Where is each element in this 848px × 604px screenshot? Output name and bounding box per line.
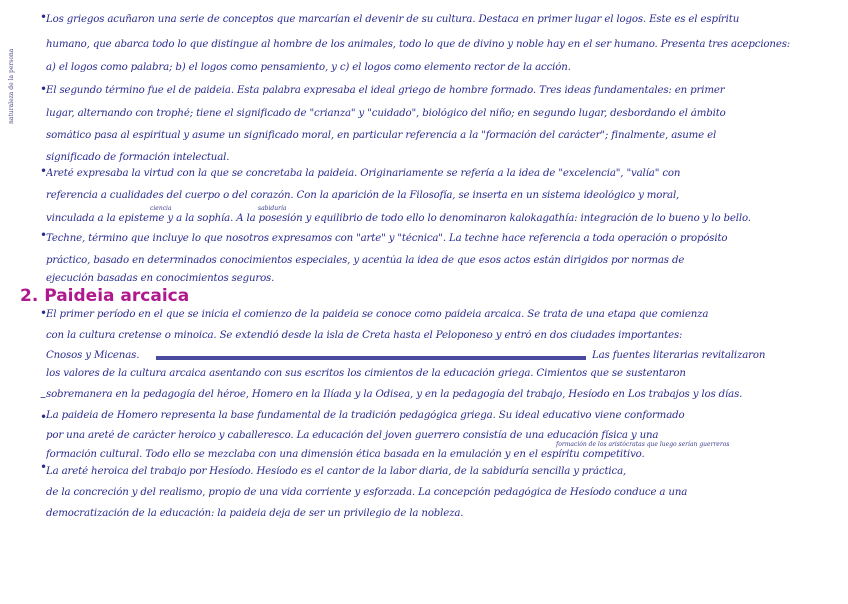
- text-line: Cnosos y Micenas.: [46, 350, 140, 361]
- annotation-aristocratas: formación de los aristócratas que luego serían guerreros: [556, 441, 730, 448]
- text-line: formación cultural. Todo ello se mezclaba con una dimensión ética basada en la emulación y en el espíritu competitivo.: [46, 449, 645, 460]
- text-line: vinculada a la episteme y a la sophía. A la posesión y equilibrio de todo ello lo denominaron kalokagathía: integración de lo bueno y lo bello.: [46, 213, 751, 224]
- text-line: Las fuentes literarias revitalizaron: [592, 350, 766, 361]
- text-line: referencia a cualidades del cuerpo o del corazón. Con la aparición de la Filosofía, se inserta en un sistema ideológico y moral,: [46, 190, 680, 201]
- text-line: práctico, basado en determinados conocimientos especiales, y acentúa la idea de que esos actos están dirigidos por normas de: [46, 255, 685, 266]
- annotation-sabiduria: sabiduría: [258, 205, 287, 212]
- section-heading: 2. Paideia arcaica: [20, 286, 190, 306]
- text-line: democratización de la educación: la paideia deja de ser un privilegio de la nobleza.: [46, 508, 464, 519]
- text-line: ejecución basadas en conocimientos seguros.: [46, 273, 275, 284]
- bullet-marker: •: [40, 306, 48, 320]
- text-line: lugar, alternando con trophé; tiene el significado de "crianza" y "cuidado", biológico del niño; en segundo lugar, desbordando el ámbito: [46, 108, 726, 119]
- bullet-marker: •: [40, 410, 48, 424]
- text-line: El primer período en el que se inicia el comienzo de la paideia se conoce como paideia arcaica. Se trata de una etapa que comienza: [46, 309, 709, 320]
- text-line: La areté heroica del trabajo por Hesíodo. Hesíodo es el cantor de la labor diaria, de la sabiduría sencilla y práctica,: [46, 466, 627, 477]
- text-line: Los griegos acuñaron una serie de conceptos que marcarían el devenir de su cultura. Destaca en primer lugar el logos. Este es el espíritu: [46, 14, 740, 25]
- text-line: por una areté de carácter heroico y caballeresco. La educación del joven guerrero consistía de una educación física y una: [46, 430, 659, 441]
- bullet-marker: •: [40, 460, 48, 474]
- annotation-ciencia: ciencia: [150, 205, 172, 212]
- text-line: sobremanera en la pedagogía del héroe, Homero en la Ilíada y la Odisea, y en la pedagogía del trabajo, Hesíodo en Los trabajos y los días.: [46, 389, 743, 400]
- bullet-marker: •: [40, 164, 48, 178]
- text-line: a) el logos como palabra; b) el logos como pensamiento, y c) el logos como elemento rector de la acción.: [46, 62, 571, 73]
- text-line: El segundo término fue el de paideia. Esta palabra expresaba el ideal griego de hombre formado. Tres ideas fundamentales: en primer: [46, 85, 725, 96]
- bullet-marker: –: [40, 390, 46, 404]
- text-line: humano, que abarca todo lo que distingue al hombre de los animales, todo lo que de divino y noble hay en el ser humano. Presenta tres acepciones:: [46, 39, 791, 50]
- text-line: con la cultura cretense o minoica. Se extendió desde la isla de Creta hasta el Peloponeso y entró en dos ciudades importantes:: [46, 330, 683, 341]
- text-line: de la concreción y del realismo, propio de una vida corriente y esforzada. La concepción pedagógica de Hesíodo conduce a una: [46, 487, 688, 498]
- text-line: los valores de la cultura arcaica asentando con sus escritos los cimientos de la educación griega. Cimientos que se sustentaron: [46, 368, 686, 379]
- bullet-marker: •: [40, 228, 48, 242]
- scribble-strikeout: [156, 356, 586, 360]
- margin-note: naturaleza de la persona: [8, 48, 15, 124]
- bullet-marker: •: [40, 10, 48, 24]
- text-line: Techne, término que incluye lo que nosotros expresamos con "arte" y "técnica". La techne hace referencia a toda operación o propósito: [46, 233, 728, 244]
- text-line: significado de formación intelectual.: [46, 152, 230, 163]
- text-line: somático pasa al espiritual y asume un significado moral, en particular referencia a la "formación del carácter"; finalmente, asume el: [46, 130, 717, 141]
- text-line: Areté expresaba la virtud con la que se concretaba la paideia. Originariamente se refería a la idea de "excelencia", "valía" con: [46, 168, 681, 179]
- bullet-marker: •: [40, 82, 48, 96]
- text-line: La paideia de Homero representa la base fundamental de la tradición pedagógica griega. Su ideal educativo viene conformado: [46, 410, 685, 421]
